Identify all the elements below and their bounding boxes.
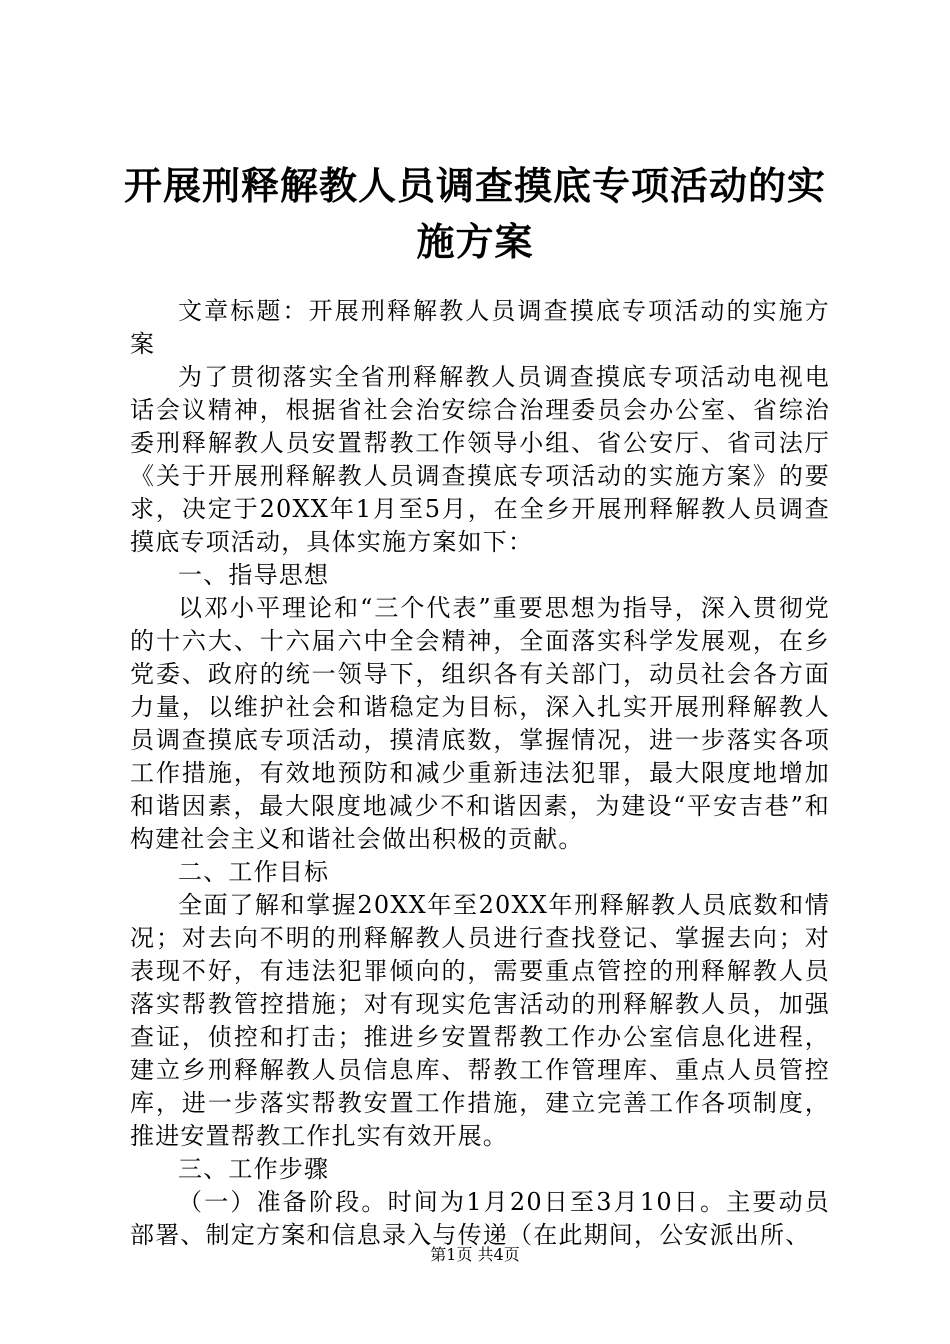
paragraph-work-goals: 全面了解和掌握20XX年至20XX年刑释解教人员底数和情况；对去向不明的刑释解教人员进行查找登记、掌握去向；对表现不好，有违法犯罪倾向的，需要重点管控的刑释解教人员落实帮教管控措施；对有现实危害活动的刑释解教人员，加强查证，侦控和打击；推进乡安置帮教工作办公室信息化进程，建立乡刑释解教人员信息库、帮教工作管理库、重点人员管控库，进一步落实帮教安置工作措施，建立完善工作各项制度，推进安置帮教工作扎实有效开展。 xyxy=(130,891,830,1150)
document-body xyxy=(130,295,830,1252)
page-number-footer: 第1页 共4页 xyxy=(430,1245,520,1264)
heading-work-goals: 二、工作目标 xyxy=(178,858,330,886)
paragraph-preparation-stage: （一）准备阶段。时间为1月20日至3月10日。主要动员部署、制定方案和信息录入与传递（在此期间，公安派出所、 xyxy=(130,1188,830,1249)
heading-guiding-ideology: 一、指导思想 xyxy=(178,561,330,589)
paragraph-article-title: 文章标题：开展刑释解教人员调查摸底专项活动的实施方案 xyxy=(130,297,830,358)
paragraph-intro: 为了贯彻落实全省刑释解教人员调查摸底专项活动电视电话会议精神，根据省社会治安综合治理委员会办公室、省综治委刑释解教人员安置帮教工作领导小组、省公安厅、省司法厅《关于开展刑释解教人员调查摸底专项活动的实施方案》的要求，决定于20XX年1月至5月，在全乡开展刑释解教人员调查摸底专项活动，具体实施方案如下： xyxy=(130,363,830,556)
document-title: 开展刑释解教人员调查摸底专项活动的实施方案 xyxy=(123,163,826,264)
heading-work-steps: 三、工作步骤 xyxy=(178,1155,330,1183)
paragraph-guiding-ideology: 以邓小平理论和“三个代表”重要思想为指导，深入贯彻党的十六大、十六届六中全会精神，全面落实科学发展观，在乡党委、政府的统一领导下，组织各有关部门，动员社会各方面力量，以维护社会和谐稳定为目标，深入扎实开展刑释解教人员调查摸底专项活动，摸清底数，掌握情况，进一步落实各项工作措施，有效地预防和减少重新违法犯罪，最大限度地增加和谐因素，最大限度地减少不和谐因素，为建设“平安吉巷”和构建社会主义和谐社会做出积极的贡献。 xyxy=(130,594,830,853)
